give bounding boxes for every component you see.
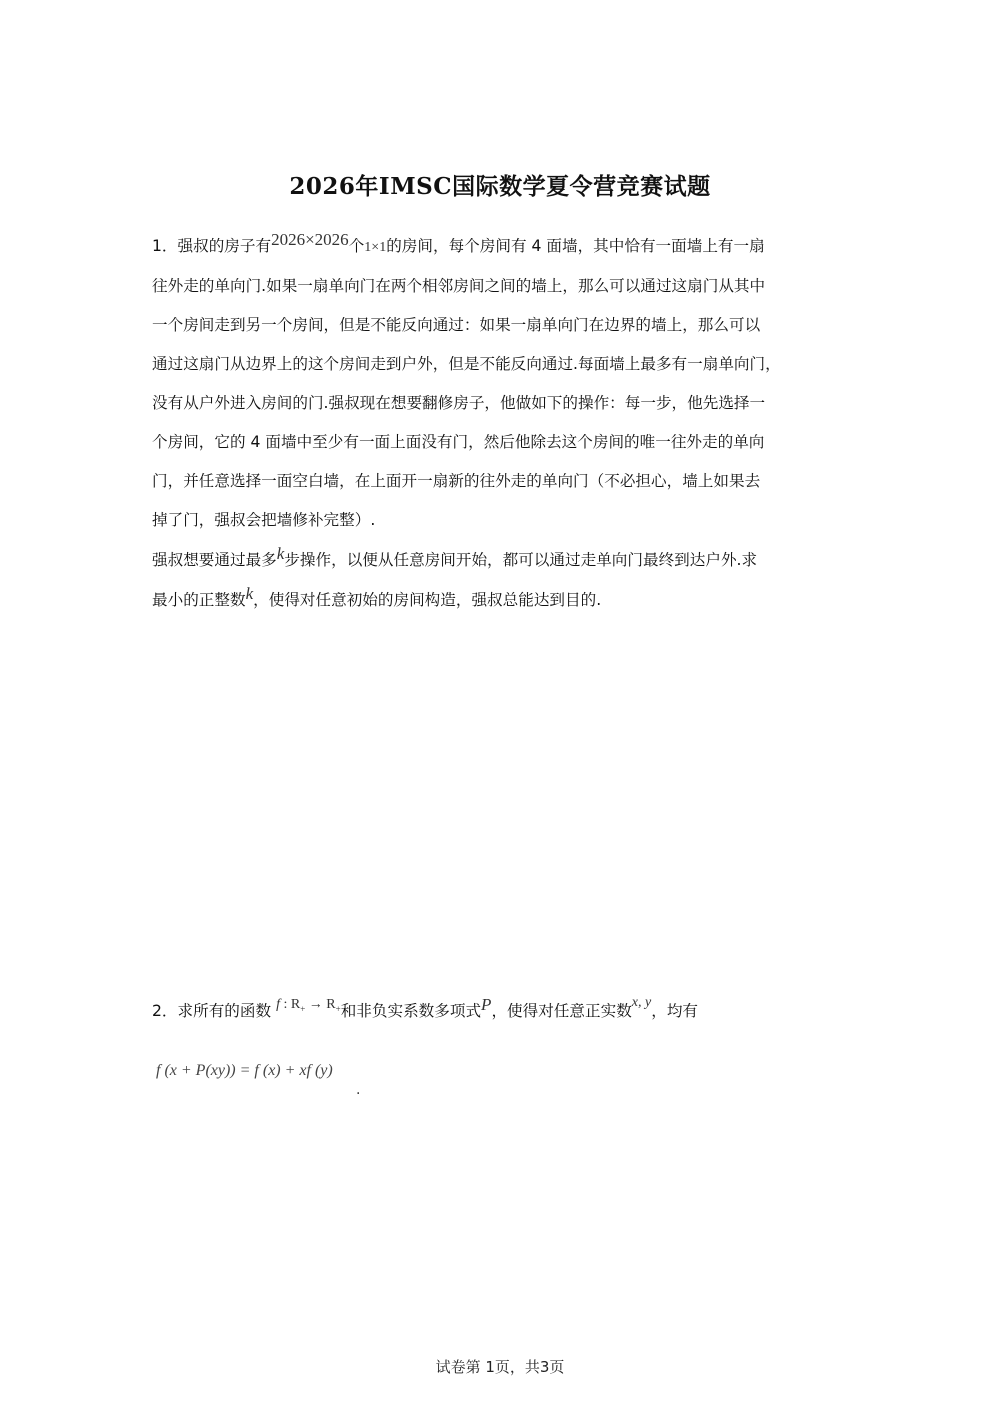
problem-2-line-1 (152, 985, 862, 1039)
math-variable: x, y (631, 995, 652, 1010)
page-title: 2026年IMSC国际数学夏令营竞赛试题 (289, 173, 711, 200)
math-symbol: → R (305, 997, 336, 1012)
problem-1-line-2: 往外走的单向门.如果一扇单向门在两个相邻房间之间的墙上，那么可以通过这扇门从其中 (152, 277, 766, 295)
math-symbol: : R (279, 997, 301, 1012)
math-expression: 1×1 (364, 240, 387, 255)
page-footer: 试卷第 1页，共3页 (435, 1358, 565, 1376)
text-span: ，均有 (651, 1002, 699, 1020)
text-span: 求所有的函数 (177, 1002, 272, 1020)
problem-1-line-1 (152, 226, 862, 267)
math-variable: k (245, 584, 254, 603)
math-variable: f (276, 997, 280, 1012)
text-span: 步操作，以便从任意房间开始，都可以通过走单向门最终到达户外.求 (284, 551, 758, 569)
problem-1-line-8: 掉了门，强叔会把墙修补完整）. (152, 511, 376, 529)
problem-number: 1． (152, 237, 178, 255)
problem-1-line-6: 个房间，它的 4 面墙中至少有一面上面没有门，然后他除去这个房间的唯一往外走的单向 (152, 433, 765, 451)
problem-1-line-10 (152, 580, 862, 620)
problem-2 (152, 985, 862, 1039)
functional-equation: f (x + P(xy)) = f (x) + xf (y) (156, 1062, 333, 1079)
text-span: 的房间，每个房间有 4 面墙，其中恰有一面墙上有一扇 (386, 237, 765, 255)
text-span: ，使得对任意正实数 (491, 1002, 632, 1020)
math-subscript: + (335, 1004, 341, 1014)
math-variable: P (481, 995, 492, 1014)
function-mapping (276, 997, 341, 1012)
math-subscript: + (300, 1004, 306, 1014)
problem-1-line-7: 门，并任意选择一面空白墙，在上面开一扇新的往外走的单向门（不必担心，墙上如果去 (152, 472, 761, 490)
text-span: 和非负实系数多项式 (340, 1002, 482, 1020)
text-span: 最小的正整数 (152, 591, 246, 609)
problem-number: 2． (152, 1002, 178, 1020)
problem-1-line-5: 没有从户外进入房间的门.强叔现在想要翻修房子，他做如下的操作：每一步，他先选择一 (152, 394, 766, 412)
math-variable: k (276, 544, 285, 563)
text-span: 强叔的房子有 (177, 237, 272, 255)
formula-end-dot: . (356, 1082, 361, 1098)
problem-1 (152, 226, 862, 620)
text-span: ，使得对任意初始的房间构造，强叔总能达到目的. (253, 591, 602, 609)
problem-1-line-9 (152, 540, 862, 580)
text-span: 强叔想要通过最多 (152, 551, 277, 569)
math-expression: 2026×2026 (271, 230, 349, 249)
problem-1-line-3: 一个房间走到另一个房间，但是不能反向通过：如果一扇单向门在边界的墙上，那么可以 (152, 316, 761, 334)
text-span: 个 (348, 237, 365, 255)
problem-1-line-4: 通过这扇门从边界上的这个房间走到户外，但是不能反向通过.每面墙上最多有一扇单向门， (152, 355, 781, 373)
